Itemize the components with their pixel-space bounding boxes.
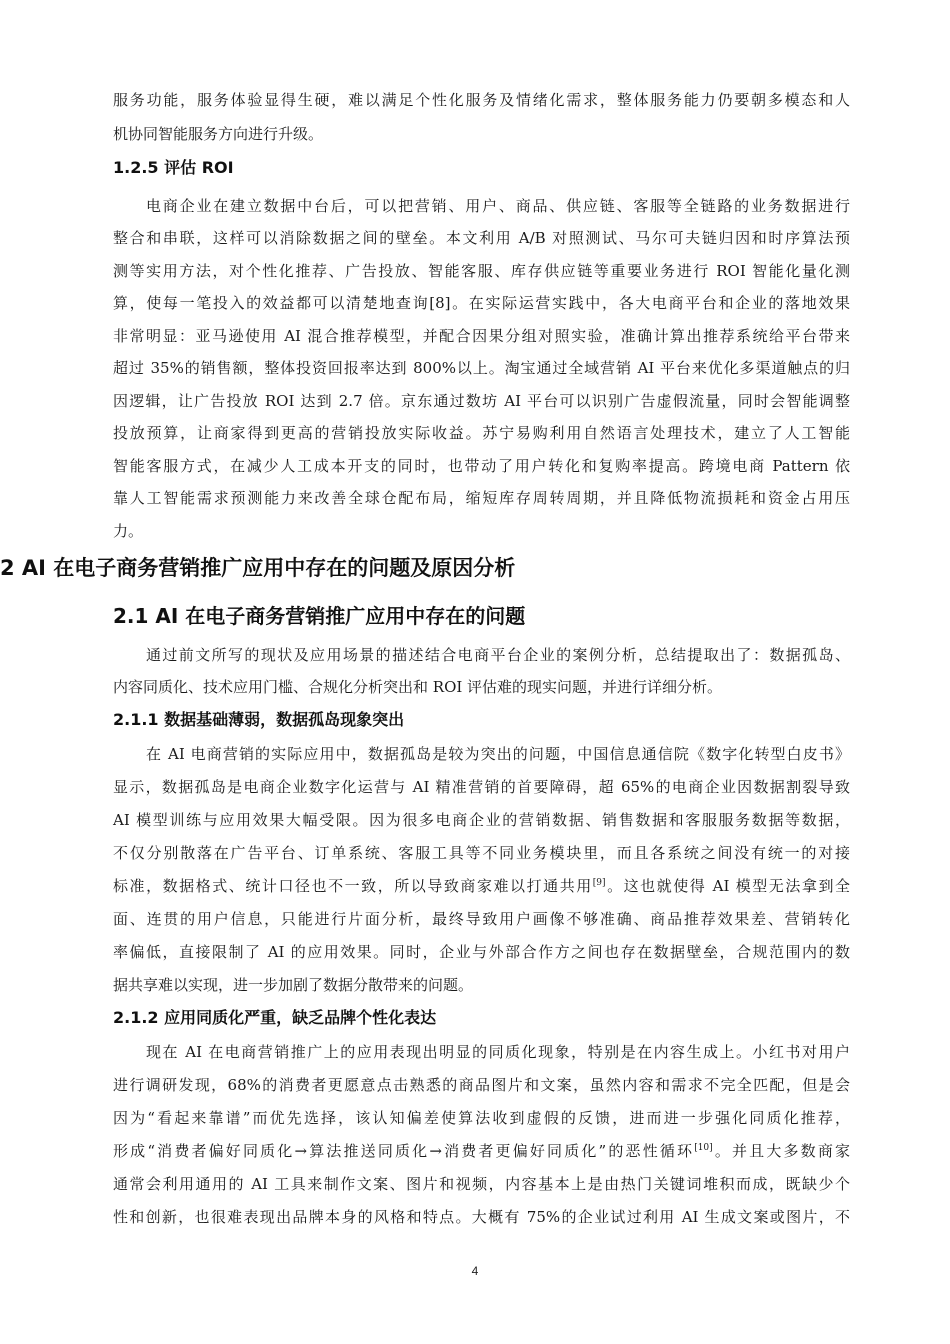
line-text: 。并且大多数商家 bbox=[712, 1142, 850, 1160]
body-line: 因为“看起来靠谱”而优先选择，该认知偏差使算法收到虚假的反馈，进而进一步强化同质化推荐， bbox=[113, 1109, 850, 1127]
body-line: 据共享难以实现，进一步加剧了数据分散带来的问题。 bbox=[113, 976, 474, 994]
body-line: 非常明显：亚马逊使用 AI 混合推荐模型，并配合因果分组对照实验，准确计算出推荐系统给平台带来 bbox=[113, 327, 850, 345]
body-line: 整合和串联，这样可以消除数据之间的壁垒。本文利用 A/B 对照测试、马尔可夫链归因和时序算法预 bbox=[113, 229, 850, 247]
body-line: 服务功能，服务体验显得生硬，难以满足个性化服务及情绪化需求，整体服务能力仍要朝多模态和人 bbox=[113, 91, 850, 109]
line-text: 形成“消费者偏好同质化→算法推送同质化→消费者更偏好同质化”的恶性循环 bbox=[113, 1142, 695, 1160]
body-line: 性和创新，也很难表现出品牌本身的风格和特点。大概有 75%的企业试过利用 AI 生成文案或图片，不 bbox=[113, 1208, 850, 1226]
page-number: 4 bbox=[471, 1264, 479, 1278]
body-line: 算，使每一笔投入的效益都可以清楚地查询[8]。在实际运营实践中，各大电商平台和企业的落地效果 bbox=[113, 294, 850, 312]
body-line: 智能客服方式，在减少人工成本开支的同时，也带动了用户转化和复购率提高。跨境电商 Pattern 依 bbox=[113, 457, 850, 475]
body-line: 进行调研发现，68%的消费者更愿意点击熟悉的商品图片和文案，虽然内容和需求不完全匹配，但是会 bbox=[113, 1076, 850, 1094]
body-line: 通过前文所写的现状及应用场景的描述结合电商平台企业的案例分析，总结提取出了：数据孤岛、 bbox=[146, 646, 850, 664]
body-line: 电商企业在建立数据中台后，可以把营销、用户、商品、供应链、客服等全链路的业务数据进行 bbox=[146, 197, 850, 215]
body-line: 在 AI 电商营销的实际应用中，数据孤岛是较为突出的问题，中国信息通信院《数字化转型白皮书》 bbox=[146, 745, 850, 763]
line-text: 标准，数据格式、统计口径也不一致，所以导致商家难以打通共用 bbox=[113, 877, 593, 895]
heading-1-2-5: 1.2.5 评估 ROI bbox=[113, 158, 234, 177]
body-line: 靠人工智能需求预测能力来改善全球仓配布局，缩短库存周转周期，并且降低物流损耗和资金占用压 bbox=[113, 489, 850, 507]
section-title: 2.1 AI 在电子商务营销推广应用中存在的问题 bbox=[113, 604, 526, 628]
heading-2-1-2: 2.1.2 应用同质化严重，缺乏品牌个性化表达 bbox=[113, 1008, 437, 1027]
body-line: 内容同质化、技术应用门槛、合规化分析突出和 ROI 评估难的现实问题，并进行详细分析。 bbox=[113, 678, 723, 696]
body-line bbox=[113, 1141, 850, 1161]
heading-2-1-1: 2.1.1 数据基础薄弱，数据孤岛现象突出 bbox=[113, 710, 405, 729]
body-line: 率偏低，直接限制了 AI 的应用效果。同时，企业与外部合作方之间也存在数据壁垒，合规范围内的数 bbox=[113, 943, 850, 961]
body-line: 不仅分别散落在广告平台、订单系统、客服工具等不同业务模块里，而且各系统之间没有统一的对接 bbox=[113, 844, 850, 862]
body-line: 现在 AI 在电商营销推广上的应用表现出明显的同质化现象，特别是在内容生成上。小红书对用户 bbox=[146, 1043, 850, 1061]
body-line: 力。 bbox=[113, 522, 144, 540]
citation-ref: [9] bbox=[592, 878, 606, 888]
body-line: 显示，数据孤岛是电商企业数字化运营与 AI 精准营销的首要障碍，超 65%的电商企业因数据割裂导致 bbox=[113, 778, 850, 796]
body-line: 投放预算，让商家得到更高的营销投放实际收益。苏宁易购利用自然语言处理技术，建立了人工智能 bbox=[113, 424, 850, 442]
line-text: 。这也就使得 AI 模型无法拿到全 bbox=[605, 877, 850, 895]
citation-ref: [10] bbox=[694, 1143, 713, 1153]
body-line bbox=[113, 876, 850, 896]
chapter-title: 2 AI 在电子商务营销推广应用中存在的问题及原因分析 bbox=[0, 556, 516, 580]
body-line: 因逻辑，让广告投放 ROI 达到 2.7 倍。京东通过数坊 AI 平台可以识别广告虚假流量，同时会智能调整 bbox=[113, 392, 850, 410]
body-line: AI 模型训练与应用效果大幅受限。因为很多电商企业的营销数据、销售数据和客服服务数据等数据， bbox=[113, 811, 850, 829]
body-line: 通常会利用通用的 AI 工具来制作文案、图片和视频，内容基本上是由热门关键词堆积而成，既缺少个 bbox=[113, 1175, 850, 1193]
body-line: 超过 35%的销售额，整体投资回报率达到 800%以上。淘宝通过全域营销 AI 平台来优化多渠道触点的归 bbox=[113, 359, 850, 377]
body-line: 测等实用方法，对个性化推荐、广告投放、智能客服、库存供应链等重要业务进行 ROI 智能化量化测 bbox=[113, 262, 850, 280]
body-line: 机协同智能服务方向进行升级。 bbox=[113, 125, 324, 143]
body-line: 面、连贯的用户信息，只能进行片面分析，最终导致用户画像不够准确、商品推荐效果差、营销转化 bbox=[113, 910, 850, 928]
